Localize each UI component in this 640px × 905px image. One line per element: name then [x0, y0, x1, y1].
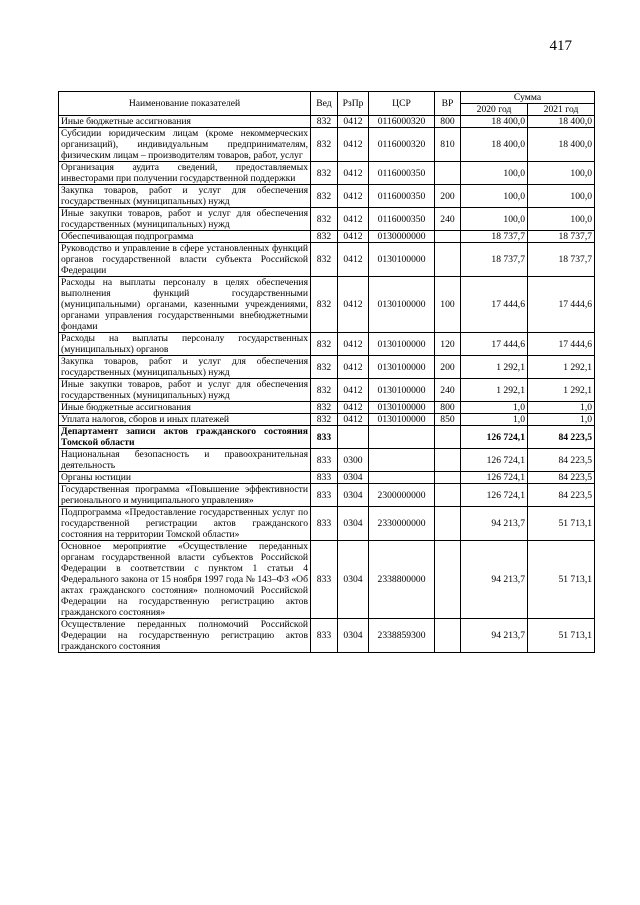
cell-sum-2021: 1,0	[528, 402, 595, 414]
cell-sum-2021: 17 444,6	[528, 277, 595, 333]
cell-vr	[435, 541, 461, 619]
cell-vr: 850	[435, 414, 461, 426]
cell-csr: 0130100000	[369, 243, 435, 277]
cell-rzpr: 0412	[338, 208, 369, 231]
table-row	[59, 128, 595, 162]
cell-sum-2021: 84 223,5	[528, 484, 595, 507]
table-row	[59, 484, 595, 507]
cell-sum-2021: 84 223,5	[528, 472, 595, 484]
cell-sum-2020: 100,0	[461, 208, 528, 231]
cell-vr	[435, 472, 461, 484]
cell-ved: 833	[311, 449, 338, 472]
cell-sum-2020: 126 724,1	[461, 472, 528, 484]
cell-ved: 832	[311, 116, 338, 128]
cell-name: Иные закупки товаров, работ и услуг для обеспечения государственных (муниципальных) нужд	[59, 208, 311, 231]
cell-rzpr: 0412	[338, 356, 369, 379]
cell-vr: 200	[435, 356, 461, 379]
cell-ved: 832	[311, 414, 338, 426]
cell-sum-2021: 51 713,1	[528, 619, 595, 653]
table-row	[59, 426, 595, 449]
cell-sum-2020: 94 213,7	[461, 541, 528, 619]
cell-name: Иные закупки товаров, работ и услуг для обеспечения государственных (муниципальных) нужд	[59, 379, 311, 402]
cell-csr: 0116000350	[369, 162, 435, 185]
cell-sum-2021: 17 444,6	[528, 333, 595, 356]
cell-ved: 832	[311, 356, 338, 379]
cell-rzpr: 0412	[338, 402, 369, 414]
cell-vr: 240	[435, 379, 461, 402]
cell-csr: 2338859300	[369, 619, 435, 653]
cell-name: Иные бюджетные ассигнования	[59, 402, 311, 414]
cell-name: Осуществление переданных полномочий Российской Федерации на государственную регистрацию актов гражданского состояния	[59, 619, 311, 653]
cell-rzpr: 0304	[338, 484, 369, 507]
cell-sum-2020: 126 724,1	[461, 484, 528, 507]
cell-vr	[435, 243, 461, 277]
cell-vr	[435, 507, 461, 541]
cell-ved: 833	[311, 472, 338, 484]
cell-csr: 0130000000	[369, 231, 435, 243]
cell-vr	[435, 162, 461, 185]
cell-name: Департамент записи актов гражданского состояния Томской области	[59, 426, 311, 449]
cell-vr	[435, 231, 461, 243]
header-sum: Сумма	[461, 92, 595, 104]
budget-table	[58, 91, 595, 653]
cell-csr: 0116000320	[369, 116, 435, 128]
cell-name: Подпрограмма «Предоставление государственных услуг по государственной регистрации актов гражданского состояния на территории Томской области»	[59, 507, 311, 541]
cell-ved: 832	[311, 162, 338, 185]
cell-ved: 833	[311, 507, 338, 541]
cell-sum-2020: 100,0	[461, 162, 528, 185]
cell-csr: 2330000000	[369, 507, 435, 541]
header-vr: ВР	[435, 92, 461, 116]
cell-ved: 832	[311, 208, 338, 231]
cell-name: Расходы на выплаты персоналу государственных (муниципальных) органов	[59, 333, 311, 356]
cell-sum-2020: 94 213,7	[461, 619, 528, 653]
cell-csr: 0130100000	[369, 356, 435, 379]
cell-name: Обеспечивающая подпрограмма	[59, 231, 311, 243]
cell-name: Государственная программа «Повышение эффективности регионального и муниципального управления»	[59, 484, 311, 507]
cell-sum-2020: 1,0	[461, 402, 528, 414]
table-row	[59, 231, 595, 243]
cell-name: Руководство и управление в сфере установленных функций органов государственной власти субъекта Российской Федерации	[59, 243, 311, 277]
table-row	[59, 277, 595, 333]
cell-rzpr: 0412	[338, 333, 369, 356]
cell-sum-2021: 1 292,1	[528, 356, 595, 379]
table-row	[59, 414, 595, 426]
cell-csr: 0130100000	[369, 402, 435, 414]
cell-ved: 832	[311, 185, 338, 208]
cell-sum-2020: 17 444,6	[461, 333, 528, 356]
cell-csr: 2338800000	[369, 541, 435, 619]
cell-vr: 100	[435, 277, 461, 333]
cell-sum-2020: 18 737,7	[461, 243, 528, 277]
cell-name: Уплата налогов, сборов и иных платежей	[59, 414, 311, 426]
cell-sum-2020: 17 444,6	[461, 277, 528, 333]
cell-csr: 2300000000	[369, 484, 435, 507]
table-row	[59, 449, 595, 472]
cell-sum-2021: 51 713,1	[528, 507, 595, 541]
cell-sum-2021: 100,0	[528, 162, 595, 185]
cell-sum-2020: 126 724,1	[461, 426, 528, 449]
cell-rzpr: 0412	[338, 379, 369, 402]
table-row	[59, 243, 595, 277]
header-ved: Вед	[311, 92, 338, 116]
cell-rzpr: 0304	[338, 472, 369, 484]
cell-vr	[435, 484, 461, 507]
cell-rzpr	[338, 426, 369, 449]
cell-name: Организация аудита сведений, предоставляемых инвесторами при получении государственной поддержки	[59, 162, 311, 185]
table-body	[59, 116, 595, 653]
table-row	[59, 116, 595, 128]
table-row	[59, 208, 595, 231]
cell-sum-2020: 1,0	[461, 414, 528, 426]
table-row	[59, 507, 595, 541]
cell-vr	[435, 619, 461, 653]
cell-sum-2021: 84 223,5	[528, 426, 595, 449]
cell-rzpr: 0412	[338, 116, 369, 128]
cell-rzpr: 0412	[338, 243, 369, 277]
cell-sum-2021: 84 223,5	[528, 449, 595, 472]
cell-name: Закупка товаров, работ и услуг для обеспечения государственных (муниципальных) нужд	[59, 185, 311, 208]
cell-vr: 240	[435, 208, 461, 231]
table-row	[59, 162, 595, 185]
cell-ved: 833	[311, 484, 338, 507]
table-row	[59, 333, 595, 356]
cell-csr: 0116000320	[369, 128, 435, 162]
cell-ved: 832	[311, 277, 338, 333]
cell-vr: 200	[435, 185, 461, 208]
table-row	[59, 619, 595, 653]
cell-name: Иные бюджетные ассигнования	[59, 116, 311, 128]
cell-sum-2021: 100,0	[528, 208, 595, 231]
table-row	[59, 356, 595, 379]
cell-name: Национальная безопасность и правоохранительная деятельность	[59, 449, 311, 472]
cell-vr: 120	[435, 333, 461, 356]
cell-ved: 833	[311, 619, 338, 653]
cell-sum-2020: 18 400,0	[461, 116, 528, 128]
cell-name: Органы юстиции	[59, 472, 311, 484]
cell-vr: 810	[435, 128, 461, 162]
header-2021: 2021 год	[528, 104, 595, 116]
cell-csr: 0116000350	[369, 185, 435, 208]
cell-name: Субсидии юридическим лицам (кроме некоммерческих организаций), индивидуальным предпринимателям, физическим лицам – производителям товаров, работ, услуг	[59, 128, 311, 162]
header-2020: 2020 год	[461, 104, 528, 116]
cell-vr: 800	[435, 402, 461, 414]
cell-ved: 832	[311, 243, 338, 277]
cell-sum-2020: 1 292,1	[461, 356, 528, 379]
cell-name: Основное мероприятие «Осуществление переданных органам государственной власти субъектов Российской Федерации в соответствии с пунктом 1 статьи 4 Федерального закона от 15 ноября 1997 года № 143–ФЗ «Об актах гражданского состояния» полномочий Российской Федерации на государственную регистрацию актов гражданского состояния»	[59, 541, 311, 619]
cell-csr	[369, 449, 435, 472]
cell-vr	[435, 426, 461, 449]
table-row	[59, 541, 595, 619]
cell-name: Закупка товаров, работ и услуг для обеспечения государственных (муниципальных) нужд	[59, 356, 311, 379]
cell-rzpr: 0412	[338, 414, 369, 426]
cell-rzpr: 0304	[338, 507, 369, 541]
cell-csr: 0130100000	[369, 333, 435, 356]
cell-ved: 833	[311, 541, 338, 619]
cell-csr	[369, 472, 435, 484]
cell-vr	[435, 449, 461, 472]
header-csr: ЦСР	[369, 92, 435, 116]
header-rzpr: РзПр	[338, 92, 369, 116]
cell-sum-2021: 18 400,0	[528, 116, 595, 128]
cell-rzpr: 0304	[338, 541, 369, 619]
cell-sum-2021: 18 737,7	[528, 231, 595, 243]
cell-sum-2021: 18 400,0	[528, 128, 595, 162]
cell-csr: 0116000350	[369, 208, 435, 231]
cell-rzpr: 0412	[338, 277, 369, 333]
cell-csr: 0130100000	[369, 277, 435, 333]
cell-sum-2020: 94 213,7	[461, 507, 528, 541]
cell-sum-2020: 1 292,1	[461, 379, 528, 402]
table-row	[59, 379, 595, 402]
cell-sum-2021: 1,0	[528, 414, 595, 426]
cell-ved: 832	[311, 379, 338, 402]
cell-name: Расходы на выплаты персоналу в целях обеспечения выполнения функций государственными (муниципальными) органами, казенными учреждениями, органами управления государственными внебюджетными фондами	[59, 277, 311, 333]
cell-csr	[369, 426, 435, 449]
cell-csr: 0130100000	[369, 414, 435, 426]
table-row	[59, 402, 595, 414]
cell-rzpr: 0304	[338, 619, 369, 653]
cell-sum-2020: 18 737,7	[461, 231, 528, 243]
cell-sum-2021: 1 292,1	[528, 379, 595, 402]
cell-ved: 832	[311, 231, 338, 243]
cell-rzpr: 0412	[338, 128, 369, 162]
cell-ved: 833	[311, 426, 338, 449]
table-row	[59, 185, 595, 208]
cell-sum-2021: 100,0	[528, 185, 595, 208]
cell-rzpr: 0412	[338, 231, 369, 243]
table-row	[59, 472, 595, 484]
cell-sum-2021: 18 737,7	[528, 243, 595, 277]
cell-rzpr: 0300	[338, 449, 369, 472]
cell-ved: 832	[311, 402, 338, 414]
cell-rzpr: 0412	[338, 185, 369, 208]
cell-sum-2021: 51 713,1	[528, 541, 595, 619]
cell-sum-2020: 18 400,0	[461, 128, 528, 162]
cell-csr: 0130100000	[369, 379, 435, 402]
header-name: Наименование показателей	[59, 92, 311, 116]
cell-ved: 832	[311, 128, 338, 162]
cell-ved: 832	[311, 333, 338, 356]
cell-sum-2020: 126 724,1	[461, 449, 528, 472]
cell-vr: 800	[435, 116, 461, 128]
cell-rzpr: 0412	[338, 162, 369, 185]
cell-sum-2020: 100,0	[461, 185, 528, 208]
page-number: 417	[549, 38, 572, 54]
